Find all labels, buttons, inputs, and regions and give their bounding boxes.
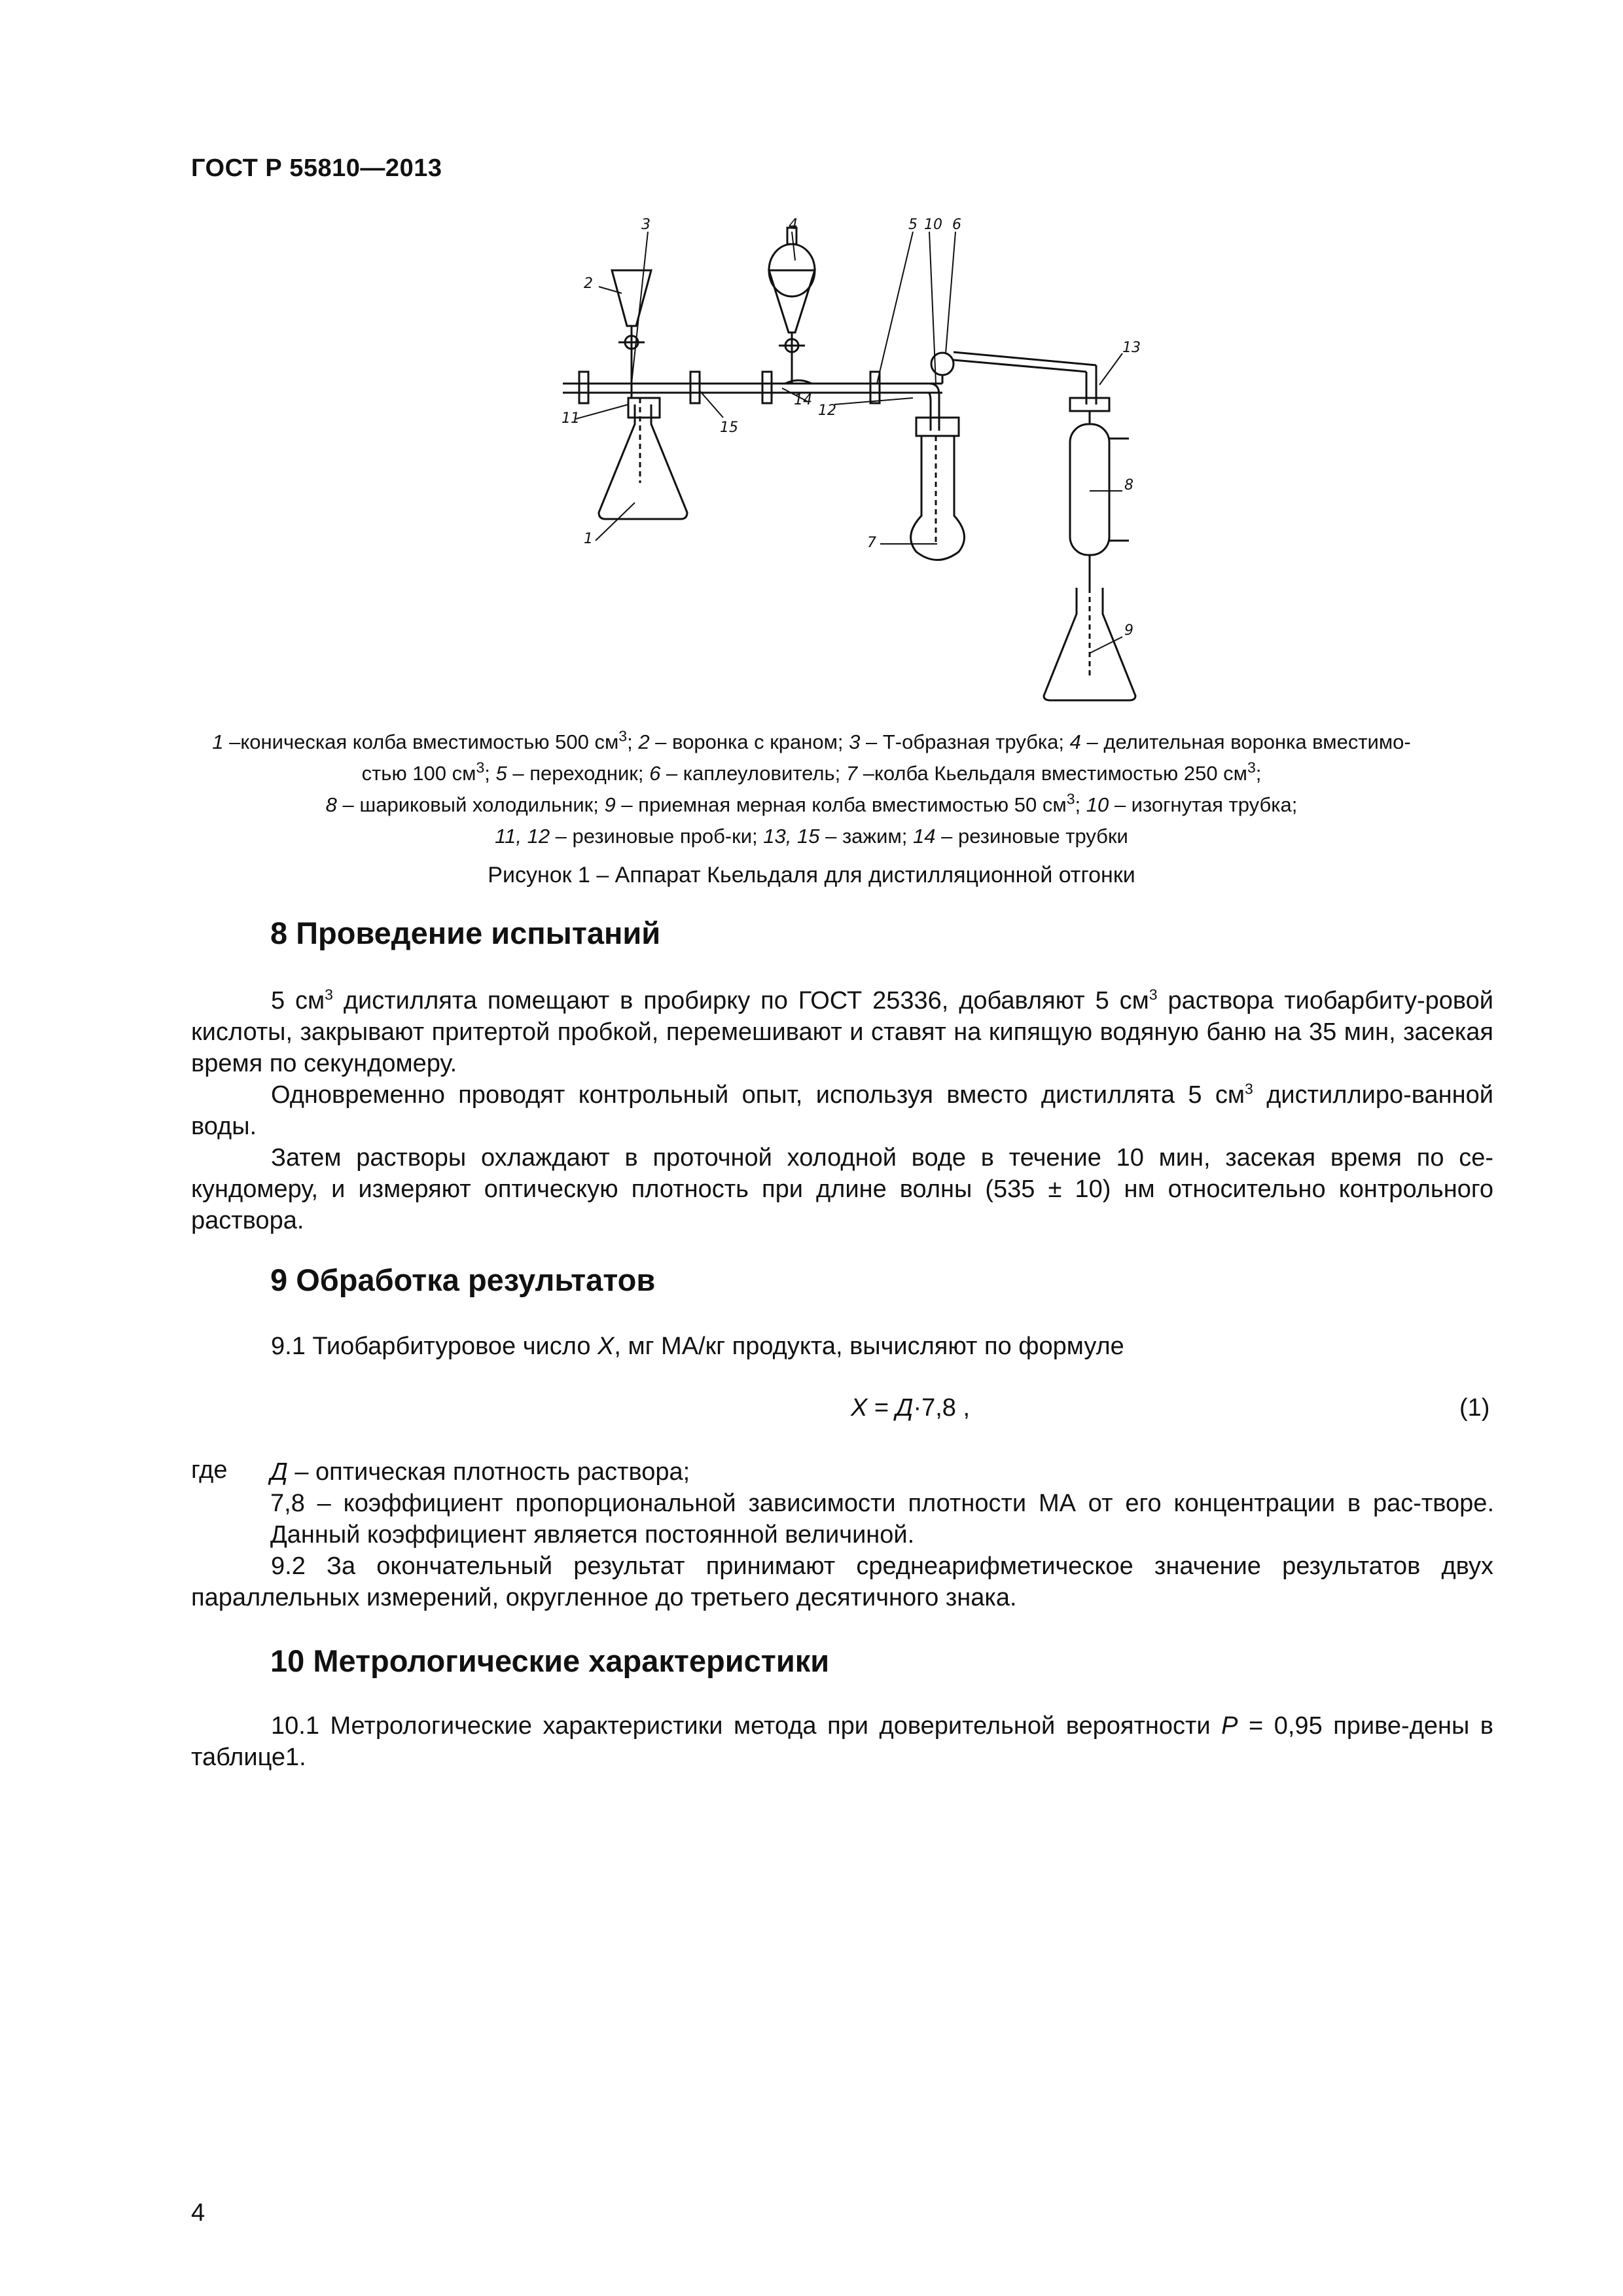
figure-caption-line-3: 8 – шариковый холодильник; 9 – приемная мерная колба вместимостью 50 $см^3$; 10 – изогнутая трубка; <box>325 790 1298 816</box>
section-8-heading: 8 Проведение испытаний <box>270 916 661 950</box>
label-3: 3 <box>641 217 651 233</box>
label-9: 9 <box>1124 622 1133 639</box>
label-13: 13 <box>1122 340 1141 356</box>
label-10: 10 <box>924 217 942 233</box>
kjeldahl-apparatus-figure <box>537 208 1178 712</box>
figure-caption-line-4: 11, 12 – резиновые проб-ки; 13, 15 – зажим; 14 – резиновые трубки <box>495 825 1128 848</box>
formula-1-number: (1) <box>1459 1394 1490 1422</box>
label-2: 2 <box>584 276 593 292</box>
section-9-paragraph-2: 9.2 За окончательный результат принимают среднеарифметическое значение результатов двух параллельных измерений, округленное до третьего десятичного знака. <box>191 1552 1493 1611</box>
section-8-paragraph-2: Одновременно проводят контрольный опыт, используя вместо дистиллята 5 $см^3$ дистиллиро-ванной воды. <box>191 1080 1493 1140</box>
label-7: 7 <box>867 535 876 551</box>
label-6: 6 <box>952 217 961 233</box>
clamp-13 <box>1070 398 1109 411</box>
section-8-paragraph-1: 5 $см^3$ дистиллята помещают в пробирку по ГОСТ 25336, добавляют 5 $см^3$ раствора тиобарбиту-ровой кислоты, закрывают притертой пробкой, перемешивают и ставят на кипящую водяную баню на 35 мин, засекая время по секундомеру. <box>191 986 1493 1077</box>
kjeldahl-flask-7 <box>916 418 959 436</box>
conical-flask-1 <box>599 404 687 519</box>
section-8-paragraph-3: Затем растворы охлаждают в проточной холодной воде в течение 10 мин, засекая время по се-кундомеру, и измеряют оптическую плотность при длине волны (535 ± 10) нм относительно контрольного раствора. <box>191 1144 1493 1234</box>
label-15: 15 <box>720 420 738 436</box>
funnel-2 <box>612 270 651 326</box>
separatory-funnel-4 <box>769 270 815 332</box>
document-header: ГОСТ Р 55810—2013 <box>191 154 442 182</box>
label-5: 5 <box>908 217 918 233</box>
where-item-1: Д – оптическая плотность раствора; <box>270 1458 690 1486</box>
where-item-2: 7,8 – коэффициент пропорциональной зависимости плотности МА от его концентрации в рас-творе. Данный коэффициент является постоянной величиной. <box>270 1490 1494 1549</box>
figure-caption-line-2: стью 100 $см^3$; 5 – переходник; 6 – каплеуловитель; 7 –колба Кьельдаля вместимостью 250 $см^3$; <box>361 759 1262 785</box>
label-11: 11 <box>562 410 580 427</box>
label-8: 8 <box>1124 477 1133 493</box>
label-1: 1 <box>584 531 593 547</box>
page-number: 4 <box>191 2199 205 2227</box>
where-label: где <box>191 1456 228 1484</box>
section-10-paragraph-1: 10.1 Метрологические характеристики метода при доверительной вероятности P = 0,95 приве-дены в таблице1. <box>191 1712 1493 1771</box>
figure-caption-line-1: 1 –коническая колба вместимостью 500 $см^3$; 2 – воронка с краном; 3 – Т-образная трубка; 4 – делительная воронка вместимо- <box>212 727 1411 753</box>
bulb-condenser-8 <box>1070 424 1109 555</box>
label-4: 4 <box>789 217 798 233</box>
formula-1: X = Д·7,8 , <box>851 1394 971 1422</box>
section-9-heading: 9 Обработка результатов <box>270 1263 656 1297</box>
section-9-paragraph-1: 9.1 Тиобарбитуровое число X, мг МА/кг продукта, вычисляют по формуле <box>271 1333 1124 1360</box>
label-14: 14 <box>794 392 812 408</box>
label-12: 12 <box>818 403 836 419</box>
section-10-heading: 10 Метрологические характеристики <box>270 1643 830 1678</box>
figure-title: Рисунок 1 – Аппарат Кьельдаля для дистилляционной отгонки <box>488 863 1135 888</box>
